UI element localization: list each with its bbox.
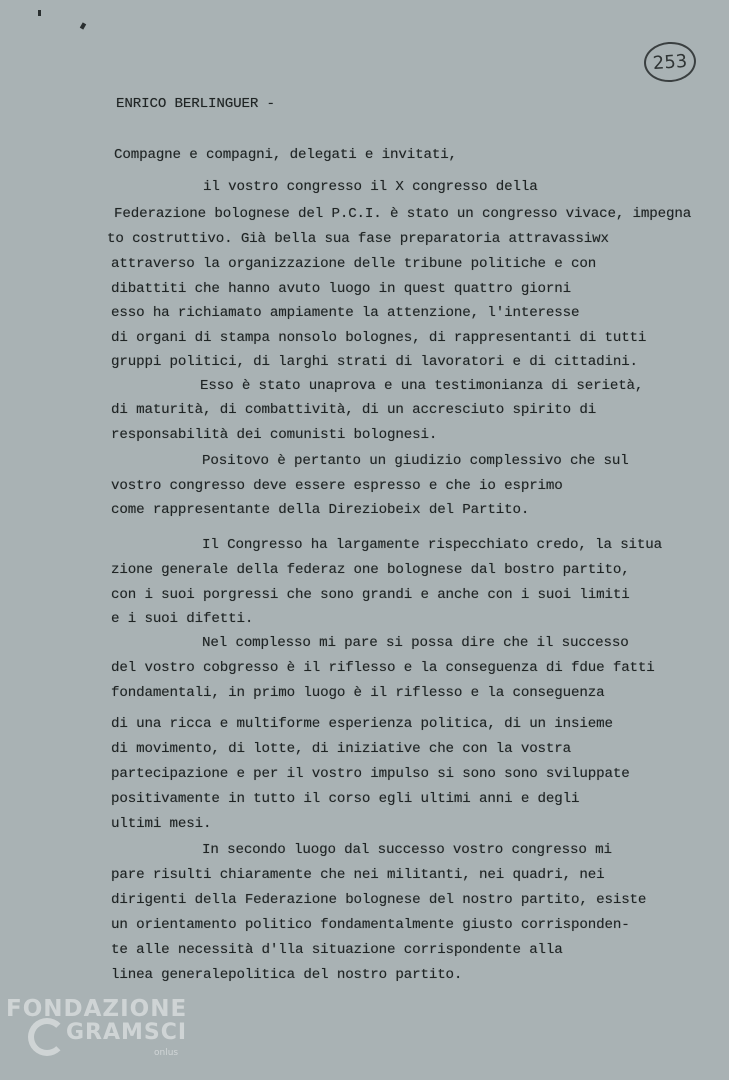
text-line: partecipazione e per il vostro impulso si sono sono sviluppate: [111, 766, 630, 782]
text-line: te alle necessità d'lla situazione corrispondente alla: [111, 942, 563, 958]
text-line: gruppi politici, di larghi strati di lavoratori e di cittadini.: [111, 354, 638, 370]
text-line: di organi di stampa nonsolo bolognes, di rappresentanti di tutti: [111, 330, 647, 346]
text-line: positivamente in tutto il corso egli ultimi anni e degli: [111, 791, 580, 807]
text-line: zione generale della federaz one bolognese dal bostro partito,: [111, 562, 630, 578]
text-line: attraverso la organizzazione delle tribune politiche e con: [111, 256, 597, 272]
text-line: responsabilità dei comunisti bolognesi.: [111, 427, 438, 443]
text-line: pare risulti chiaramente che nei militanti, nei quadri, nei: [111, 867, 605, 883]
text-line: esso ha richiamato ampiamente la attenzione, l'interesse: [111, 305, 580, 321]
text-line: Il Congresso ha largamente rispecchiato credo, la situa: [202, 537, 663, 553]
watermark-line-2: GRAMSCI: [66, 1020, 188, 1045]
text-line: di una ricca e multiforme esperienza politica, di un insieme: [111, 716, 613, 732]
text-line: ultimi mesi.: [111, 816, 212, 832]
watermark-line-3: onlus: [154, 1048, 179, 1058]
text-line: dibattiti che hanno avuto luogo in quest quattro giorni: [111, 281, 572, 297]
text-line: fondamentali, in primo luogo è il riflesso e la conseguenza: [111, 685, 605, 701]
gramsci-logo-icon: [28, 1018, 66, 1056]
ink-mark: [80, 22, 86, 29]
text-line: del vostro cobgresso è il riflesso e la conseguenza di fdue fatti: [111, 660, 655, 676]
text-line: di movimento, di lotte, di iniziative che con la vostra: [111, 741, 572, 757]
page-number: 253: [643, 40, 698, 84]
text-line: un orientamento politico fondamentalmente giusto corrisponden-: [111, 917, 630, 933]
text-line: vostro congresso deve essere espresso e che io esprimo: [111, 478, 563, 494]
text-line: Positovo è pertanto un giudizio complessivo che sul: [202, 453, 629, 469]
text-line: di maturità, di combattività, di un accresciuto spirito di: [111, 402, 597, 418]
text-line: Federazione bolognese del P.C.I. è stato un congresso vivace, impegna: [114, 206, 692, 222]
text-line: Esso è stato unaprova e una testimonianza di serietà,: [200, 378, 644, 394]
text-line: In secondo luogo dal successo vostro congresso mi: [202, 842, 612, 858]
text-line: to costruttivo. Già bella sua fase preparatoria attravassiwx: [107, 231, 609, 247]
ink-mark: [38, 10, 41, 16]
text-line: e i suoi difetti.: [111, 611, 254, 627]
text-line: Nel complesso mi pare si possa dire che il successo: [202, 635, 629, 651]
text-line: Compagne e compagni, delegati e invitati,: [114, 147, 457, 163]
text-line: il vostro congresso il X congresso della: [203, 179, 538, 195]
watermark-line-1: FONDAZIONE: [6, 996, 188, 1022]
text-line: con i suoi porgressi che sono grandi e anche con i suoi limiti: [111, 587, 630, 603]
text-line: come rappresentante della Direziobeix del Partito.: [111, 502, 530, 518]
text-line: dirigenti della Federazione bolognese del nostro partito, esiste: [111, 892, 647, 908]
speaker-heading: ENRICO BERLINGUER -: [116, 96, 275, 112]
text-line: linea generalepolitica del nostro partito.: [111, 967, 463, 983]
